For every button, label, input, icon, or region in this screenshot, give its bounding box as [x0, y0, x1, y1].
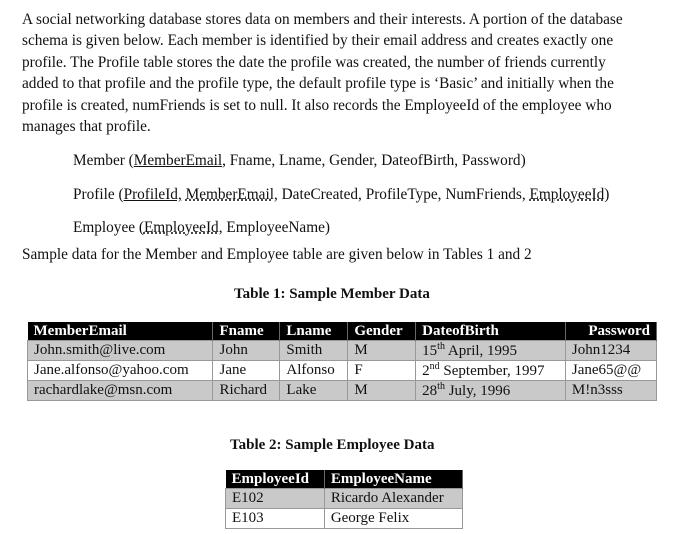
day: 15 — [422, 343, 438, 359]
cell: Richard — [213, 381, 280, 401]
table-row — [226, 509, 463, 529]
foreign-key: EmployeeId — [529, 186, 605, 203]
ordinal: th — [437, 341, 445, 352]
column-header: EmployeeId — [226, 470, 325, 489]
table-row — [226, 489, 463, 509]
column-header: EmployeeName — [324, 470, 462, 489]
table1-title: Table 1: Sample Member Data — [234, 286, 430, 302]
intro-line: profile is created, numFriends is set to null. It also records the EmployeeId of the employee who — [22, 96, 612, 114]
cell: Alfonso — [280, 361, 348, 381]
sample-data-note: Sample data for the Member and Employee table are given below in Tables 1 and 2 — [22, 246, 532, 263]
cell: John.smith@live.com — [28, 341, 213, 361]
attributes: , EmployeeName) — [218, 219, 330, 236]
foreign-key: MemberEmail — [185, 186, 274, 203]
column-header: DateofBirth — [416, 322, 566, 341]
cell — [416, 361, 566, 381]
intro-line: schema is given below. Each member is identified by their email address and creates exactly one — [22, 32, 614, 50]
intro-line: A social networking database stores data on members and their interests. A portion of the database — [22, 11, 623, 28]
cell: M!n3sss — [565, 381, 656, 401]
relation-name: Employee ( — [73, 219, 144, 236]
relation-name: Profile ( — [73, 186, 124, 203]
column-header: Password — [565, 322, 656, 341]
cell: M — [348, 341, 416, 361]
schema-profile — [73, 186, 609, 204]
day: 28 — [422, 383, 438, 399]
ordinal: nd — [429, 361, 440, 372]
cell: E102 — [226, 489, 325, 509]
month-year: April, 1995 — [444, 343, 518, 359]
primary-key: EmployeeId — [143, 219, 219, 236]
intro-paragraph — [22, 9, 682, 137]
cell: Jane — [213, 361, 280, 381]
table-row — [28, 361, 657, 381]
column-header: Gender — [348, 322, 416, 341]
column-header: MemberEmail — [28, 322, 213, 341]
attributes: , Fname, Lname, Gender, DateofBirth, Password) — [222, 152, 526, 169]
employee-table — [225, 470, 463, 529]
cell: Jane65@@ — [565, 361, 656, 381]
month-year: September, 1997 — [439, 363, 545, 379]
cell: F — [348, 361, 416, 381]
primary-key: MemberEmail — [133, 152, 223, 169]
table-row — [28, 381, 657, 401]
primary-key: ProfileId, — [123, 186, 182, 203]
cell: rachardlake@msn.com — [28, 381, 213, 401]
cell: Ricardo Alexander — [324, 489, 462, 509]
table-row — [28, 341, 657, 361]
intro-line: manages that profile. — [22, 118, 151, 136]
cell: M — [348, 381, 416, 401]
cell — [416, 341, 566, 361]
table2-title: Table 2: Sample Employee Data — [230, 437, 435, 453]
month-year: July, 1996 — [444, 383, 511, 399]
member-table — [27, 322, 657, 401]
cell: John — [213, 341, 280, 361]
cell: E103 — [226, 509, 325, 529]
cell: Lake — [280, 381, 348, 401]
header-row — [28, 322, 657, 341]
cell: Smith — [280, 341, 348, 361]
relation-name: Member ( — [73, 152, 134, 169]
attributes: , DateCreated, ProfileType, NumFriends, — [273, 186, 530, 203]
cell: George Felix — [324, 509, 462, 529]
day: 2 — [422, 363, 430, 379]
paren: ) — [604, 186, 610, 203]
intro-line: added to that profile and the profile type, the default profile type is ‘Basic’ and initially when the — [22, 75, 614, 93]
header-row — [226, 470, 463, 489]
intro-line: profile. The Profile table stores the date the profile was created, the number of friends currently — [22, 53, 606, 71]
cell — [416, 381, 566, 401]
column-header: Fname — [213, 322, 280, 341]
schema-employee — [73, 219, 330, 237]
column-header: Lname — [280, 322, 348, 341]
ordinal: th — [437, 381, 445, 392]
schema-member — [73, 152, 526, 170]
cell: Jane.alfonso@yahoo.com — [28, 361, 213, 381]
cell: John1234 — [565, 341, 656, 361]
